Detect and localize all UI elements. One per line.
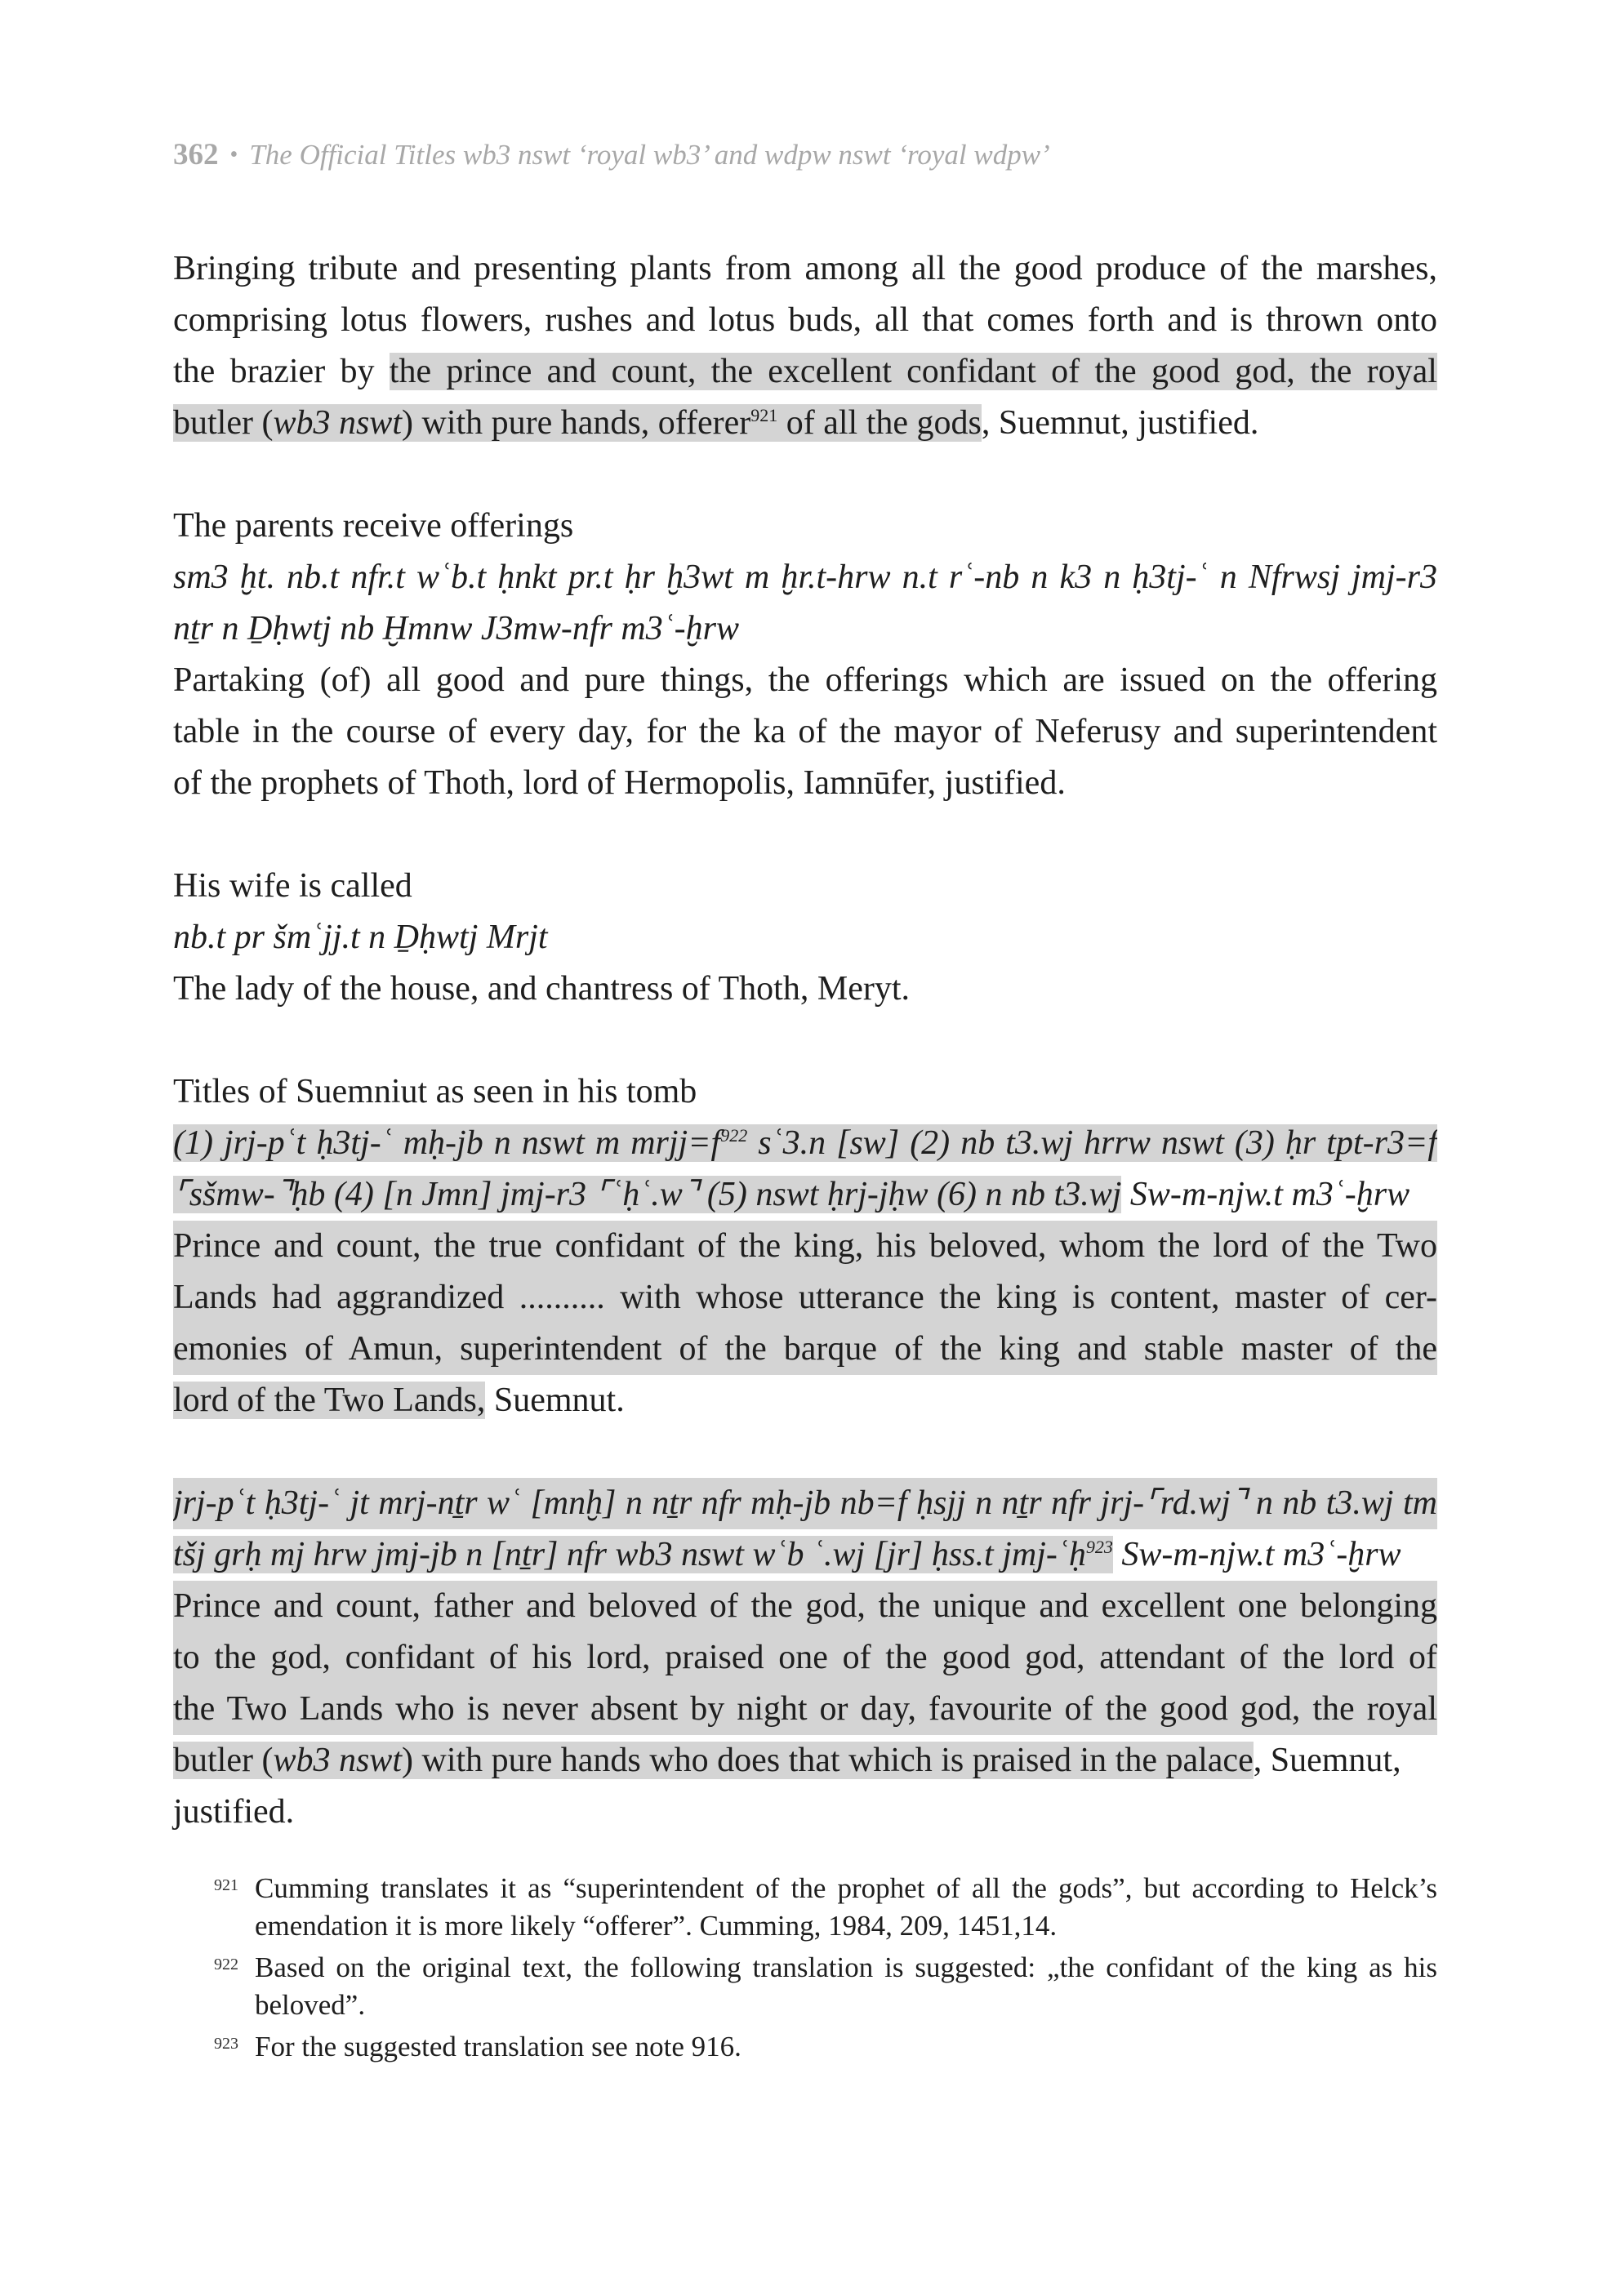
section-heading: Titles of Suemniut as seen in his tomb [173, 1073, 697, 1110]
highlighted-line: Prince and count, the true confidant of the king, his beloved, whom the lord of the Two [173, 1221, 1437, 1272]
main-text [173, 243, 1437, 1838]
footnote-number: 922 [214, 1956, 238, 1973]
text-line: Bringing tribute and presenting plants from among all the good produce of the marshes, [173, 250, 1437, 287]
section-parents [173, 501, 1437, 809]
highlighted-text [173, 404, 982, 442]
text-run: , Suemnut, justified. [981, 404, 1259, 442]
text-run: of all the gods [777, 404, 982, 442]
text-run: Suemnut. [485, 1382, 625, 1419]
highlighted-line: emonies of Amun, superintendent of the barque of the king and stable master of the [173, 1324, 1437, 1375]
footnote-line: beloved”. [255, 1989, 366, 2021]
text-run: ) with pure hands, offerer [402, 404, 751, 442]
text-line [173, 398, 1437, 449]
highlighted-line: the Two Lands who is never absent by night or day, favourite of the good god, the royal [173, 1684, 1437, 1735]
highlighted-transliteration-line: jrj-pʿt ḥ3tj-ʿ jt mrj-nṯr wʿ [mnḫ] n nṯr nfr mḥ-jb nb=f ḥsjj n nṯr nfr jrj-⌜rd.wj⌝ n nb t3.wj tm [173, 1478, 1437, 1529]
footnote-ref-921[interactable]: 921 [750, 405, 778, 425]
text-line: of the prophets of Thoth, lord of Hermopolis, Iamnūfer, justified. [173, 764, 1066, 802]
footnote-921 [214, 1870, 1437, 1945]
highlighted-text [173, 1124, 1437, 1162]
highlighted-text: the prince and count, the excellent confidant of the good god, the royal [389, 353, 1437, 390]
text-run: butler ( [173, 404, 274, 442]
text-run: butler ( [173, 1742, 274, 1779]
footnotes [214, 1870, 1437, 2070]
footnote-923 [214, 2028, 1437, 2066]
transliteration-line [173, 1118, 1437, 1169]
footnote-922 [214, 1949, 1437, 2024]
header-bullet: • [229, 142, 238, 167]
highlighted-text: ⌜sšmw-⌝ḥb (4) [n Jmn] jmj-r3 ⌜ʿḥʿ.w⌝ (5) nswt ḥrj-jḥw (6) n nb t3.wj [173, 1176, 1122, 1213]
text-line [173, 1375, 1437, 1426]
transliteration-line: nṯr n Ḏḥwtj nb Ḫmnw J3mw-nfr m3ʿ-ḫrw [173, 610, 740, 647]
text-line: justified. [173, 1793, 295, 1831]
footnote-line: For the suggested translation see note 916. [255, 2031, 741, 2062]
running-title: The Official Titles wb3 nswt ‘royal wb3’ and wdpw nswt ‘royal wdpw’ [249, 139, 1050, 171]
text-run: Sw-m-njw.t m3ʿ-ḫrw [1112, 1536, 1401, 1573]
footnote-ref-922[interactable]: 922 [720, 1125, 748, 1146]
footnote-number: 921 [214, 1876, 238, 1894]
section-heading: His wife is called [173, 867, 412, 905]
section-heading: The parents receive offerings [173, 507, 574, 545]
transliteration-inline: wb3 nswt [273, 404, 402, 442]
text-run: Sw-m-njw.t m3ʿ-ḫrw [1121, 1176, 1410, 1213]
text-run: ) with pure hands who does that which is praised in the palace [402, 1742, 1254, 1779]
footnote-number: 923 [214, 2035, 238, 2053]
transliteration-line: nb.t pr šmʿjj.t n Ḏḥwtj Mrjt [173, 919, 548, 956]
footnote-ref-923[interactable]: 923 [1085, 1537, 1113, 1557]
footnote-line: Cumming translates it as “superintendent of the prophet of all the gods”, but according to Helck’s [255, 1872, 1437, 1904]
highlighted-text: lord of the Two Lands, [173, 1382, 486, 1419]
text-line: table in the course of every day, for the ka of the mayor of Neferusy and superintendent [173, 713, 1437, 750]
highlighted-line: Prince and count, father and beloved of the god, the unique and excellent one belonging [173, 1581, 1437, 1632]
text-run: the brazier by [173, 353, 390, 390]
footnote-line: Based on the original text, the following translation is suggested: „the confidant of the king as his [255, 1951, 1437, 1983]
text-line: comprising lotus flowers, rushes and lotus buds, all that comes forth and is thrown onto [173, 301, 1437, 339]
transliteration-line [173, 1169, 1437, 1221]
text-run: , Suemnut, [1253, 1742, 1401, 1779]
text-line: Partaking (of) all good and pure things, the offerings which are issued on the offering [173, 661, 1437, 699]
section-epithets [173, 1478, 1437, 1838]
highlighted-text [173, 1536, 1113, 1573]
section-tomb-titles [173, 1066, 1437, 1426]
text-run: sʿ3.n [sw] (2) nb t3.wj hrrw nswt (3) ḥr tpt-r3=f [747, 1124, 1437, 1162]
footnote-line: emendation it is more likely “offerer”. Cumming, 1984, 209, 1451,14. [255, 1910, 1058, 1942]
highlighted-text [173, 1742, 1254, 1779]
text-line: The lady of the house, and chantress of Thoth, Meryt. [173, 970, 910, 1008]
running-header [173, 137, 1050, 172]
transliteration-line: sm3 ḫt. nb.t nfr.t wʿb.t ḥnkt pr.t ḥr ḫ3wt m ḫr.t-hrw n.t rʿ-nb n k3 n ḥ3tj-ʿ n Nfrwsj jmj-r3 [173, 558, 1437, 596]
highlighted-line: to the god, confidant of his lord, praised one of the good god, attendant of the lord of [173, 1632, 1437, 1684]
spacer [173, 1015, 1437, 1066]
paragraph-tribute [173, 243, 1437, 449]
spacer [173, 449, 1437, 501]
spacer [173, 809, 1437, 861]
text-line [173, 346, 1437, 398]
text-run: tšj grḥ mj hrw jmj-jb n [nṯr] nfr wb3 nswt wʿb ʿ.wj [jr] ḥss.t jmj-ʿḥ [173, 1536, 1086, 1573]
transliteration-line [173, 1529, 1437, 1581]
page-number: 362 [173, 138, 219, 171]
spacer [173, 1426, 1437, 1478]
text-line [173, 1735, 1437, 1787]
text-run: (1) jrj-pʿt ḥ3tj-ʿ mḥ-jb n nswt m mrjj=f [173, 1124, 721, 1162]
transliteration-inline: wb3 nswt [273, 1742, 402, 1779]
highlighted-line: Lands had aggrandized .......... with whose utterance the king is content, master of cer- [173, 1272, 1437, 1324]
section-wife [173, 861, 1437, 1015]
